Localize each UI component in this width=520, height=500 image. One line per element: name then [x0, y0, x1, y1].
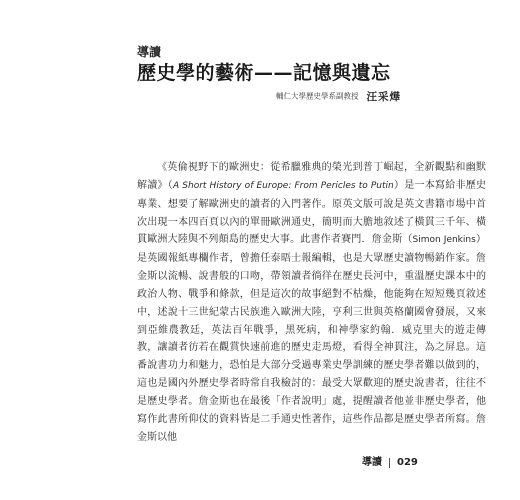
body-text-part-2: ）是一本寫給非歷史專業、想要了解歐洲史的讀者的入門著作。原英文版可說是英文書籍市場中首次出現一本四百頁以內的單冊歐洲通史，簡明而大膽地敘述了橫貫三千年、橫貫歐洲大陸與不列顛島的歷史大事。此書作者賽門．詹金斯（	[137, 179, 487, 246]
page-footer	[0, 455, 520, 471]
body-paragraph	[137, 159, 486, 447]
page-number: 029	[397, 457, 418, 468]
footer-divider	[389, 458, 390, 468]
section-kicker: 導讀	[137, 45, 162, 59]
byline	[276, 89, 486, 104]
body-text-part-3: ）是英國報紙專欄作者，曾擔任泰晤士報編輯，也是大眾歷史讀物暢銷作家。詹金斯以流暢、說書般的口吻，帶領讀者徜徉在歷史長河中，重溫歷史課本中的政治人物、戰爭和條款，但是這次的故事絕對不枯燥，他能夠在短短幾頁敘述中，述說十三世紀蒙古民族進入歐洲大陸，亨利三世與英格蘭國會發展，又來到亞維農教廷，英法百年戰爭，黑死病，和神學家約翰．威克里夫的遊走傳教，讓讀者彷若在觀賞快速前進的歷史走馬燈，看得全神貫注，為之屏息。這番說書功力和魅力，恐怕是大部分受過專業史學訓練的歷史學者難以做到的，這也是國內外歷史學者時常自我檢討的：最受大眾歡迎的歷史說書者，往往不是歷史學者。詹金斯也在最後「作者說明」處，提醒讀者他並非歷史學者，他寫作此書所仰仗的資料皆是二手通史性著作，這些作品都是歷史學者所寫。詹金斯以他	[137, 234, 487, 443]
author-affiliation: 輔仁大學歷史學系副教授	[276, 91, 359, 101]
book-title-english: A Short History of Europe: From Pericles to Putin	[173, 180, 394, 191]
author-name-english: Simon Jenkins	[412, 235, 476, 246]
chapter-title: 歷史學的藝術——記憶與遺忘	[137, 62, 391, 84]
author-name: 汪采燁	[366, 90, 401, 103]
footer-section-label: 導讀	[362, 457, 382, 468]
body-text-part-1: 《英倫視野下的歐洲史：從希臘雅典的榮光到普丁崛起，全新觀點和幽默解讀》（	[137, 162, 486, 191]
